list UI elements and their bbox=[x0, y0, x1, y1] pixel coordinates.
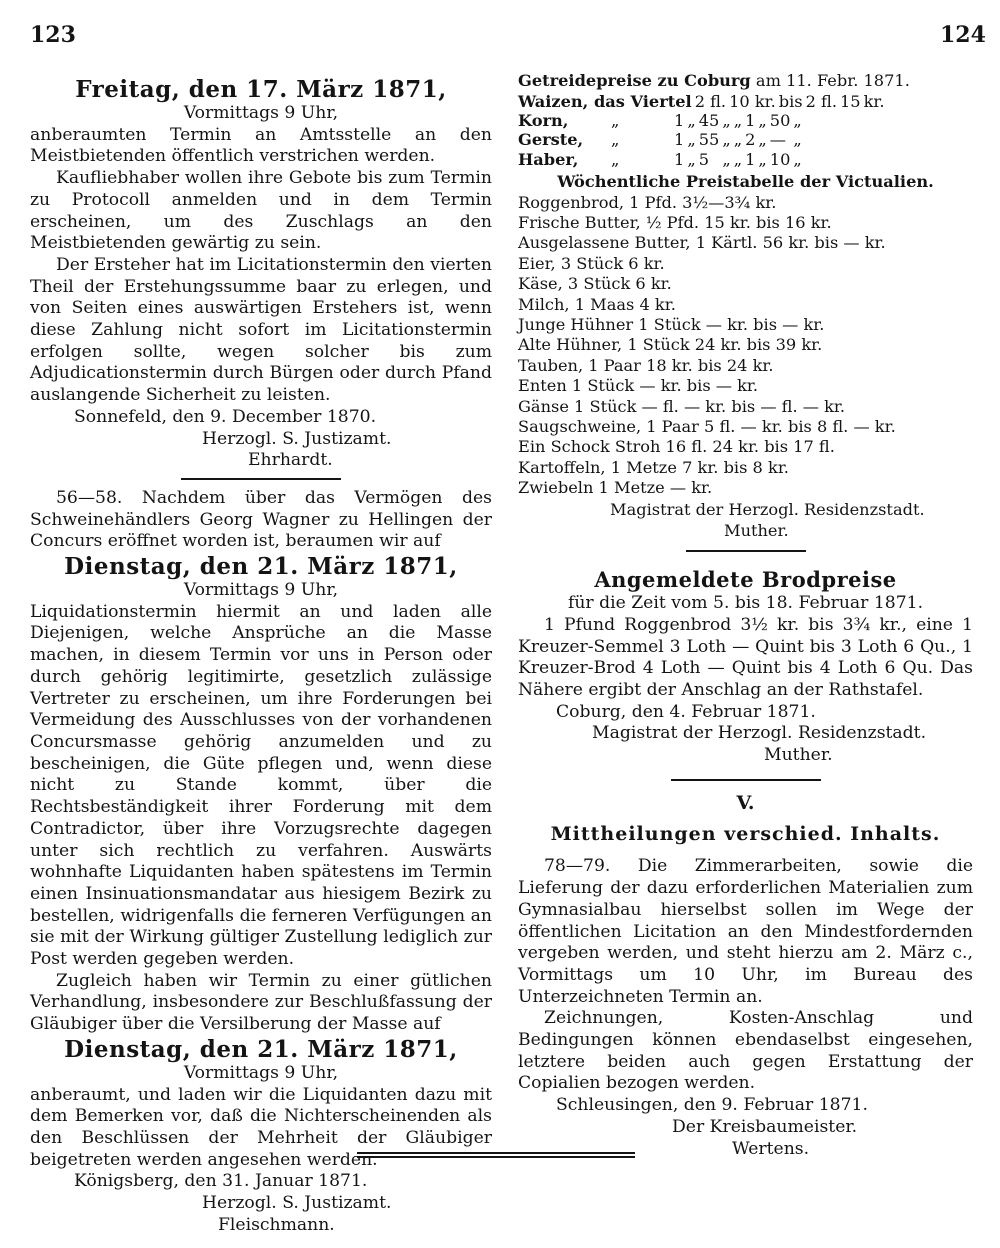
grain-cell: 15 bbox=[839, 91, 861, 111]
grain-cell: „ bbox=[687, 111, 696, 130]
left-column bbox=[30, 70, 492, 1236]
bread-place-date: Coburg, den 4. Februar 1871. bbox=[556, 701, 816, 722]
grain-cell: „ bbox=[611, 111, 620, 130]
notice2-place-date: Königsberg, den 31. Januar 1871. bbox=[74, 1171, 368, 1192]
grain-cell: 2 bbox=[745, 130, 756, 150]
grain-cell: 1 bbox=[745, 111, 756, 130]
victuals-authority: Magistrat der Herzogl. Residenzstadt. bbox=[610, 499, 925, 519]
list-item: Eier, 3 Stück 6 kr. bbox=[518, 253, 665, 273]
grain-cell: 2 fl. bbox=[694, 91, 727, 111]
list-item: Kartoffeln, 1 Metze 7 kr. bis 8 kr. bbox=[518, 457, 789, 477]
grain-cell: 45 bbox=[698, 111, 720, 130]
list-item: Ein Schock Stroh 16 fl. 24 kr. bis 17 fl. bbox=[518, 437, 835, 457]
page-number-right: 124 bbox=[940, 22, 986, 48]
grain-cell: „ bbox=[733, 149, 743, 169]
grain-cell: Waizen, das Viertel bbox=[518, 91, 692, 111]
grain-cell: „ bbox=[758, 111, 767, 130]
list-item: Enten 1 Stück — kr. bis — kr. bbox=[518, 376, 759, 396]
table-row bbox=[518, 150, 805, 169]
list-item: Frische Butter, ½ Pfd. 15 kr. bis 16 kr. bbox=[518, 213, 832, 232]
section-para2: Zeichnungen, Kosten-Anschlag und Bedingungen können ebendaselbst eingesehen, letztere beiden auch gegen Erstattung der Copialien bezogen werden. bbox=[518, 1008, 973, 1094]
section-signer: Wertens. bbox=[732, 1138, 810, 1159]
notice1-para3: Der Ersteher hat im Licitationstermin den vierten Theil der Erstehungssumme baar zu erlegen, und von Seiten eines auswärtigen Erstehers ist, wenn diese Zahlung nicht sofort im Licitationstermin erfolgen sollte, wegen solcher bis zum Adjudicationstermin durch Bürgen oder durch Pfand auslangende Sicherheit zu leisten. bbox=[30, 254, 492, 406]
grain-cell: „ bbox=[687, 130, 696, 150]
grain-cell: Korn, bbox=[518, 111, 569, 130]
list-item: Milch, 1 Maas 4 kr. bbox=[518, 294, 676, 314]
page-end-rule bbox=[357, 1152, 635, 1158]
section-place-date: Schleusingen, den 9. Februar 1871. bbox=[556, 1095, 868, 1116]
victuals-title: Wöchentliche Preistabelle der Victualien. bbox=[557, 171, 934, 191]
bread-para: 1 Pfund Roggenbrod 3½ kr. bis 3¾ kr., eine 1 Kreuzer-Semmel 3 Loth — Quint bis 3 Loth 6 Qu., 1 Kreuzer-Brod 4 Loth — Quint bis 4 Loth 6 Qu. Das Nähere ergibt der Anschlag an der Rathstafel. bbox=[518, 614, 973, 700]
list-item: Zwiebeln 1 Metze — kr. bbox=[518, 478, 713, 498]
bread-signer: Muther. bbox=[764, 745, 833, 766]
table-row bbox=[518, 111, 805, 130]
grain-cell: kr. bbox=[863, 91, 885, 111]
grain-cell: 1 bbox=[674, 111, 685, 130]
notice2-date2: Dienstag, den 21. März 1871, bbox=[64, 1035, 458, 1063]
bread-title: Angemeldete Brodpreise bbox=[594, 567, 897, 593]
grain-cell: „ bbox=[793, 111, 802, 130]
notice2-para3: anberaumt, und laden wir die Liquidanten dazu mit dem Bemerken vor, daß die Nichterscheinenden als den Beschlüssen der Mehrheit der Gläubiger beigetreten werden angesehen werden. bbox=[30, 1084, 492, 1170]
notice2-intro: 56—58. Nachdem über das Vermögen des Schweinehändlers Georg Wagner zu Hellingen der Concurs eröffnet worden ist, beraumen wir auf bbox=[30, 487, 492, 552]
notice1-para2: Kaufliebhaber wollen ihre Gebote bis zum Termin zu Protocoll anmelden und in dem Termin erscheinen, um des Zuschlags an den Meistbietenden gewärtig zu sein. bbox=[30, 168, 492, 254]
list-item: Saugschweine, 1 Paar 5 fl. — kr. bis 8 fl. — kr. bbox=[518, 417, 896, 437]
notice2-authority: Herzogl. S. Justizamt. bbox=[202, 1193, 392, 1214]
grain-cell: Haber, bbox=[518, 149, 579, 169]
grain-cell: „ bbox=[793, 130, 802, 150]
grain-cell: 10 bbox=[769, 149, 791, 169]
table-row bbox=[518, 92, 888, 111]
list-item: Tauben, 1 Paar 18 kr. bis 24 kr. bbox=[518, 355, 774, 375]
grain-price-table-cont bbox=[518, 111, 805, 169]
victuals-list bbox=[518, 193, 973, 499]
notice1-authority: Herzogl. S. Justizamt. bbox=[202, 428, 392, 449]
grain-title: Getreidepreise zu Coburg bbox=[518, 71, 751, 90]
grain-cell: bis bbox=[778, 91, 803, 111]
bread-period: für die Zeit vom 5. bis 18. Februar 1871. bbox=[567, 593, 924, 614]
grain-cell: „ bbox=[722, 111, 731, 130]
table-row bbox=[518, 130, 805, 149]
grain-cell: „ bbox=[722, 149, 731, 169]
notice1-para1: anberaumten Termin an Amtsstelle an den Meistbietenden öffentlich verstrichen werden. bbox=[30, 124, 492, 167]
section-title: Mittheilungen verschied. Inhalts. bbox=[550, 823, 941, 846]
grain-cell: — bbox=[769, 130, 786, 150]
grain-cell: 5 bbox=[698, 149, 710, 169]
section-para1: 78—79. Die Zimmerarbeiten, sowie die Lieferung der dazu erforderlichen Materialien zum Gymnasialbau hierselbst sollen im Wege der öffentlichen Licitation an den Mindestfordernden vergeben werden, und steht hierzu am 2. März c., Vormittags um 10 Uhr, im Bureau des Unterzeichneten Termin an. bbox=[518, 856, 973, 1007]
right-column bbox=[518, 70, 973, 1160]
grain-cell: 1 bbox=[674, 149, 685, 169]
bread-authority: Magistrat der Herzogl. Residenzstadt. bbox=[592, 723, 927, 744]
notice1-place-date: Sonnefeld, den 9. December 1870. bbox=[74, 406, 377, 427]
divider bbox=[671, 779, 821, 781]
grain-cell: „ bbox=[793, 149, 802, 169]
page-number-left: 123 bbox=[30, 22, 76, 48]
grain-cell: „ bbox=[733, 130, 743, 150]
notice2-time2: Vormittags 9 Uhr, bbox=[183, 1062, 339, 1083]
grain-date: am 11. Febr. 1871. bbox=[755, 71, 910, 90]
victuals-signer: Muther. bbox=[724, 521, 789, 541]
grain-heading bbox=[518, 70, 973, 92]
notice2-para1: Liquidationstermin hiermit an und laden alle Diejenigen, welche Ansprüche an die Masse machen, in diesem Termin vor uns in Person oder durch gehörig legitimirte, gesetzlich zulässige Vertreter zu erscheinen, um ihre Forderungen bei Vermeidung des Ausschlusses von der vorhandenen Concursmasse gehörig anzumelden und zu bescheinigen, die Güte pflegen und, wenn diese nicht zu Stande kommt, über die Rechtsbeständigkeit ihrer Forderung mit dem Contradictor, über ihre Vorzugsrechte dagegen unter sich rechtlich zu verfahren. Auswärts wohnhafte Liquidanten haben spätestens im Termin einen Insinuationsmandatar aus hiesigem Bezirk zu bestellen, widrigenfalls die ferneren Verfügungen an sie mit der Wirkung gültiger Zustellung lediglich zur Post werden gegeben werden. bbox=[30, 601, 492, 970]
grain-cell: 2 fl. bbox=[805, 91, 837, 111]
grain-cell: „ bbox=[733, 111, 743, 130]
grain-cell: „ bbox=[687, 149, 696, 169]
divider bbox=[181, 478, 341, 480]
grain-cell: „ bbox=[758, 149, 767, 169]
grain-cell: 50 bbox=[769, 111, 791, 130]
grain-cell: 1 bbox=[745, 149, 756, 169]
divider bbox=[686, 550, 806, 552]
list-item: Roggenbrod, 1 Pfd. 3½—3¾ kr. bbox=[518, 192, 777, 212]
section-authority: Der Kreisbaumeister. bbox=[672, 1116, 858, 1137]
list-item: Junge Hühner 1 Stück — kr. bis — kr. bbox=[518, 315, 825, 335]
notice2-time1: Vormittags 9 Uhr, bbox=[183, 580, 339, 601]
grain-cell: „ bbox=[611, 130, 620, 150]
notice2-date1: Dienstag, den 21. März 1871, bbox=[64, 553, 458, 581]
section-numeral: V. bbox=[736, 791, 755, 814]
grain-cell: „ bbox=[722, 130, 731, 150]
notice1-date: Freitag, den 17. März 1871, bbox=[75, 76, 447, 103]
grain-cell: 55 bbox=[698, 130, 720, 150]
list-item: Alte Hühner, 1 Stück 24 kr. bis 39 kr. bbox=[518, 335, 823, 355]
grain-cell: 10 kr. bbox=[729, 91, 776, 111]
notice2-signer: Fleischmann. bbox=[218, 1214, 335, 1235]
list-item: Käse, 3 Stück 6 kr. bbox=[518, 274, 672, 294]
grain-cell: „ bbox=[758, 130, 767, 150]
notice1-signer: Ehrhardt. bbox=[248, 450, 333, 471]
grain-cell: Gerste, bbox=[518, 130, 584, 150]
notice1-time: Vormittags 9 Uhr, bbox=[183, 103, 339, 123]
grain-cell: 1 bbox=[674, 130, 685, 150]
list-item: Gänse 1 Stück — fl. — kr. bis — fl. — kr. bbox=[518, 396, 845, 416]
grain-price-table bbox=[518, 92, 888, 111]
notice2-para2: Zugleich haben wir Termin zu einer gütlichen Verhandlung, insbesondere zur Beschlußfassung der Gläubiger über die Versilberung der Masse auf bbox=[30, 970, 492, 1035]
grain-cell: „ bbox=[611, 149, 620, 169]
list-item: Ausgelassene Butter, 1 Kärtl. 56 kr. bis — kr. bbox=[518, 233, 886, 253]
